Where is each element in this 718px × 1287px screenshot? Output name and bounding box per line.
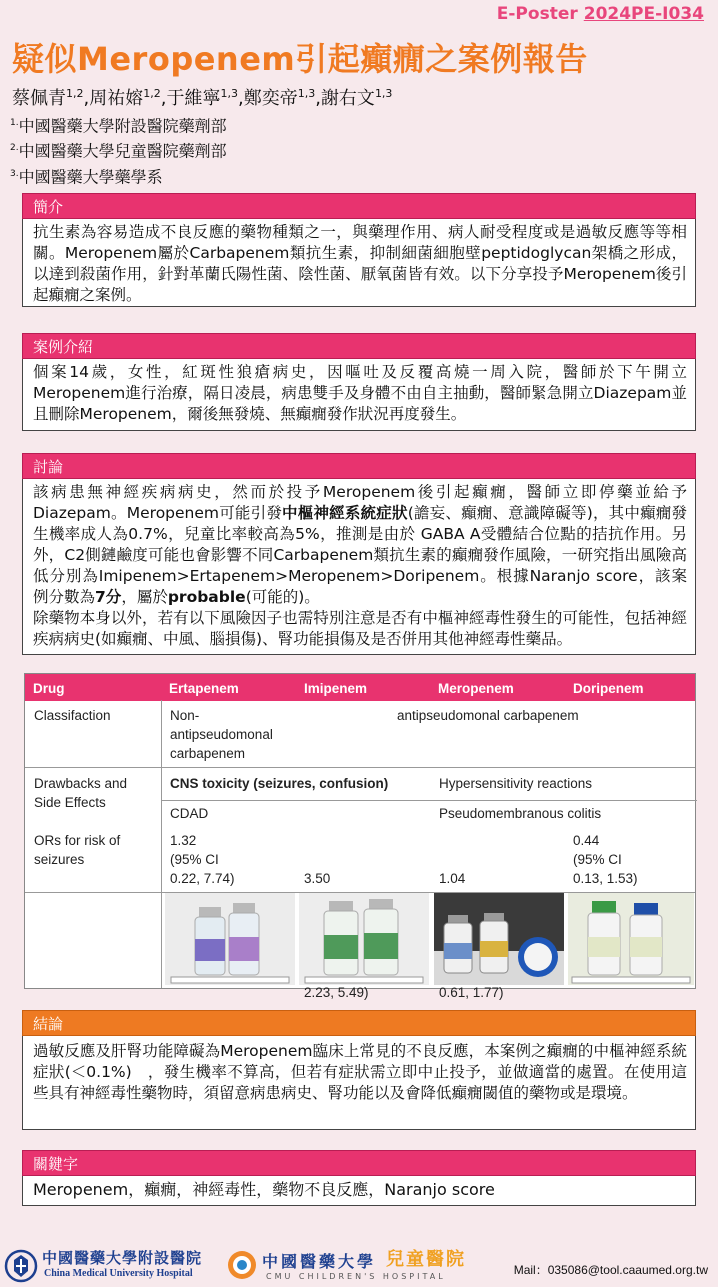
meropenem-vial-photo <box>434 893 564 985</box>
affiliation-num: 2. <box>10 143 19 154</box>
cell-line: (95% CI <box>573 852 622 867</box>
cell-line: 1.32 <box>170 833 197 848</box>
cell-line: antipseudomonal <box>170 727 273 742</box>
conclusion-section <box>22 1010 696 1130</box>
cell-line: Drawbacks and <box>34 776 128 791</box>
author-affil-sup: 1,3 <box>220 87 238 100</box>
discussion-body <box>22 479 696 655</box>
affiliation-text: 中國醫藥大學兒童醫院藥劑部 <box>18 141 227 161</box>
contact-email[interactable]: Mail：035086@tool.caaumed.org.tw <box>513 1263 708 1277</box>
keywords-heading: 關鍵字 <box>22 1150 696 1176</box>
cell-line: 3.50 <box>304 871 331 886</box>
discussion-text: ，屬於 <box>121 588 168 606</box>
affiliation-list <box>10 112 227 188</box>
author-affil-sup: 1,3 <box>374 87 393 100</box>
table-header-doripenem: Doripenem <box>573 681 644 696</box>
cdad: CDAD <box>170 806 209 821</box>
author-name: 謝右文 <box>320 88 375 109</box>
cell-line: 0.44 <box>573 833 600 848</box>
pseudomembranous-colitis: Pseudomembranous colitis <box>439 806 602 821</box>
discussion-heading: 討論 <box>22 453 696 479</box>
keywords-section <box>22 1150 696 1206</box>
intro-text: 抗生素為容易造成不良反應的藥物種類之一，與藥理作用、病人耐受程度或是過敏反應等等相關。Meropenem屬於Carbapenem類抗生素，抑制細菌細胞壁peptidoglycan架橋之形成，以達到殺菌作用，針對革蘭氏陽性菌、陰性菌、厭氧菌皆有效。以下分享投予Meropenem後引起癲癇之案例。 <box>22 219 696 307</box>
antipseudomonal-classification: antipseudomonal carbapenem <box>397 708 579 723</box>
author-affil-sup: 1,2 <box>66 87 84 100</box>
or-ertapenem <box>170 831 235 888</box>
author-name: 于維寧 <box>166 88 221 109</box>
cell-line: 2.23, 5.49) <box>304 985 369 1000</box>
row-label-drawbacks <box>34 774 127 812</box>
or-doripenem <box>573 831 638 888</box>
case-heading: 案例介紹 <box>22 333 696 359</box>
table-header-ertapenem: Ertapenem <box>169 681 239 696</box>
table-divider <box>161 800 697 801</box>
footer <box>0 1243 718 1285</box>
affiliation-num: 3. <box>10 168 19 179</box>
cell-line: Side Effects <box>34 795 106 810</box>
page-title: 疑似Meropenem引起癲癇之案例報告 <box>12 40 588 78</box>
discussion-text: 該病患無神經疾病病史，然而於投予Meropenem後引起癲癇，醫師立即停藥並給予Diazepam。Meropenem可能引發 <box>33 483 687 522</box>
cell-line: ORs for risk of <box>34 833 121 848</box>
table-header-drug: Drug <box>33 681 65 696</box>
doripenem-vial-photo <box>568 893 694 985</box>
author-name: 鄭奕帝 <box>243 88 298 109</box>
author-name: 蔡佩青 <box>12 88 66 109</box>
case-section <box>22 333 696 431</box>
probability-label: probable <box>167 588 246 606</box>
conclusion-text: 過敏反應及肝腎功能障礙為Meropenem臨床上常見的不良反應，本案例之癲癇的中樞神經系統症狀(＜0.1%) ，發生機率不算高，但若有症狀需立即中止投予，並做適當的處置。在使用這些具有神經毒性藥物時，須留意病患病史、腎功能以及會降低癲癇閾值的藥物或是環境。 <box>22 1036 696 1130</box>
affiliation-item <box>10 137 227 162</box>
intro-section <box>22 193 696 307</box>
intro-heading: 簡介 <box>22 193 696 219</box>
case-text: 個案14歲，女性，紅斑性狼瘡病史，因嘔吐及反覆高燒一周入院，醫師於下午開立Meropenem進行治療，隔日凌晨，病患雙手及身體不由自主抽動，醫師緊急開立Diazepam並且刪除Meropenem，爾後無發燒、無癲癇發作狀況再度發生。 <box>22 359 696 431</box>
cmu-name-cn: 中國醫藥大學 <box>262 1252 377 1271</box>
table-divider <box>161 700 162 988</box>
discussion-text: (譫妄、癲癇、意識障礙等)，其中癲癇發生機率成人為0.7%，兒童比率較高為5%，推測是由於 GABA A受體結合位點的拮抗作用。另外，C2側鏈鹼度可能也會影響不同Carbapenem類抗生素的癲癇發作風險，一研究指出風險高低分別為Imipenem>Ertapenem>Meropenem>Doripenem。根據Naranjo score，該案例分數為 <box>33 504 687 606</box>
author-affil-sup: 1,2 <box>143 87 161 100</box>
cmuh-name-en: China Medical University Hospital <box>44 1268 193 1279</box>
cell-line: seizures <box>34 852 85 867</box>
ertapenem-classification <box>170 706 273 763</box>
discussion-section <box>22 453 696 655</box>
row-label-classification: Classifaction <box>34 708 111 723</box>
children-hospital-name-en: CMU CHILDREN'S HOSPITAL <box>266 1272 446 1281</box>
discussion-paragraph <box>33 482 687 608</box>
table-divider <box>25 767 695 768</box>
author-name: 周祐嫆 <box>89 88 144 109</box>
cell-line: (95% CI <box>170 852 219 867</box>
table-header-meropenem: Meropenem <box>438 681 514 696</box>
affiliation-item <box>10 163 227 188</box>
cell-line: carbapenem <box>170 746 246 761</box>
cell-line: 0.61, 1.77) <box>439 985 504 1000</box>
conclusion-heading: 結論 <box>22 1010 696 1036</box>
affiliation-text: 中國醫藥大學附設醫院藥劑部 <box>18 116 227 136</box>
discussion-paragraph: 除藥物本身以外，若有以下風險因子也需特別注意是否有中樞神經毒性發生的可能性，包括神經疾病病史(如癲癇、中風、腦損傷)、腎功能損傷及是否併用其他神經毒性藥品。 <box>33 609 687 648</box>
discussion-text: (可能的)。 <box>245 588 320 606</box>
affiliation-item <box>10 112 227 137</box>
discussion-bold: 中樞神經系統症狀 <box>282 504 408 522</box>
children-hospital-logo-icon <box>226 1249 258 1281</box>
poster-number[interactable]: 2024PE-I034 <box>583 4 704 24</box>
imipenem-vial-photo <box>299 893 429 985</box>
cell-line: 1.04 <box>439 871 466 886</box>
hypersensitivity: Hypersensitivity reactions <box>439 776 593 791</box>
naranjo-score: 7分 <box>95 588 122 606</box>
row-label-ors <box>34 831 120 869</box>
ertapenem-vial-photo <box>165 893 295 985</box>
cmuh-logo-icon <box>4 1249 38 1283</box>
poster-label: E-Poster <box>496 4 578 24</box>
cmuh-name-cn: 中國醫藥大學附設醫院 <box>42 1249 203 1267</box>
author-list: 蔡佩青$^{1,2}$,周祐嫆$^{1,2}$,于維寧$^{1,3}$,鄭奕帝$^{1,3}$,謝右文$^{1,3}$ <box>12 87 393 109</box>
author-affil-sup: 1,3 <box>297 87 316 100</box>
affiliation-num: 1. <box>10 118 19 128</box>
children-hospital-name-cn: 兒童醫院 <box>386 1249 466 1270</box>
keywords-text: Meropenem，癲癇，神經毒性，藥物不良反應，Naranjo score <box>22 1176 696 1206</box>
cns-toxicity: CNS toxicity (seizures, confusion) <box>170 776 389 791</box>
poster-id <box>497 4 704 24</box>
cell-line: Non- <box>170 708 200 723</box>
drug-comparison-table <box>24 673 696 1000</box>
affiliation-text: 中國醫藥大學藥學系 <box>18 166 163 186</box>
table-header-imipenem: Imipenem <box>304 681 368 696</box>
cell-line: 0.22, 7.74) <box>170 871 235 886</box>
cell-line: 0.13, 1.53) <box>573 871 638 886</box>
